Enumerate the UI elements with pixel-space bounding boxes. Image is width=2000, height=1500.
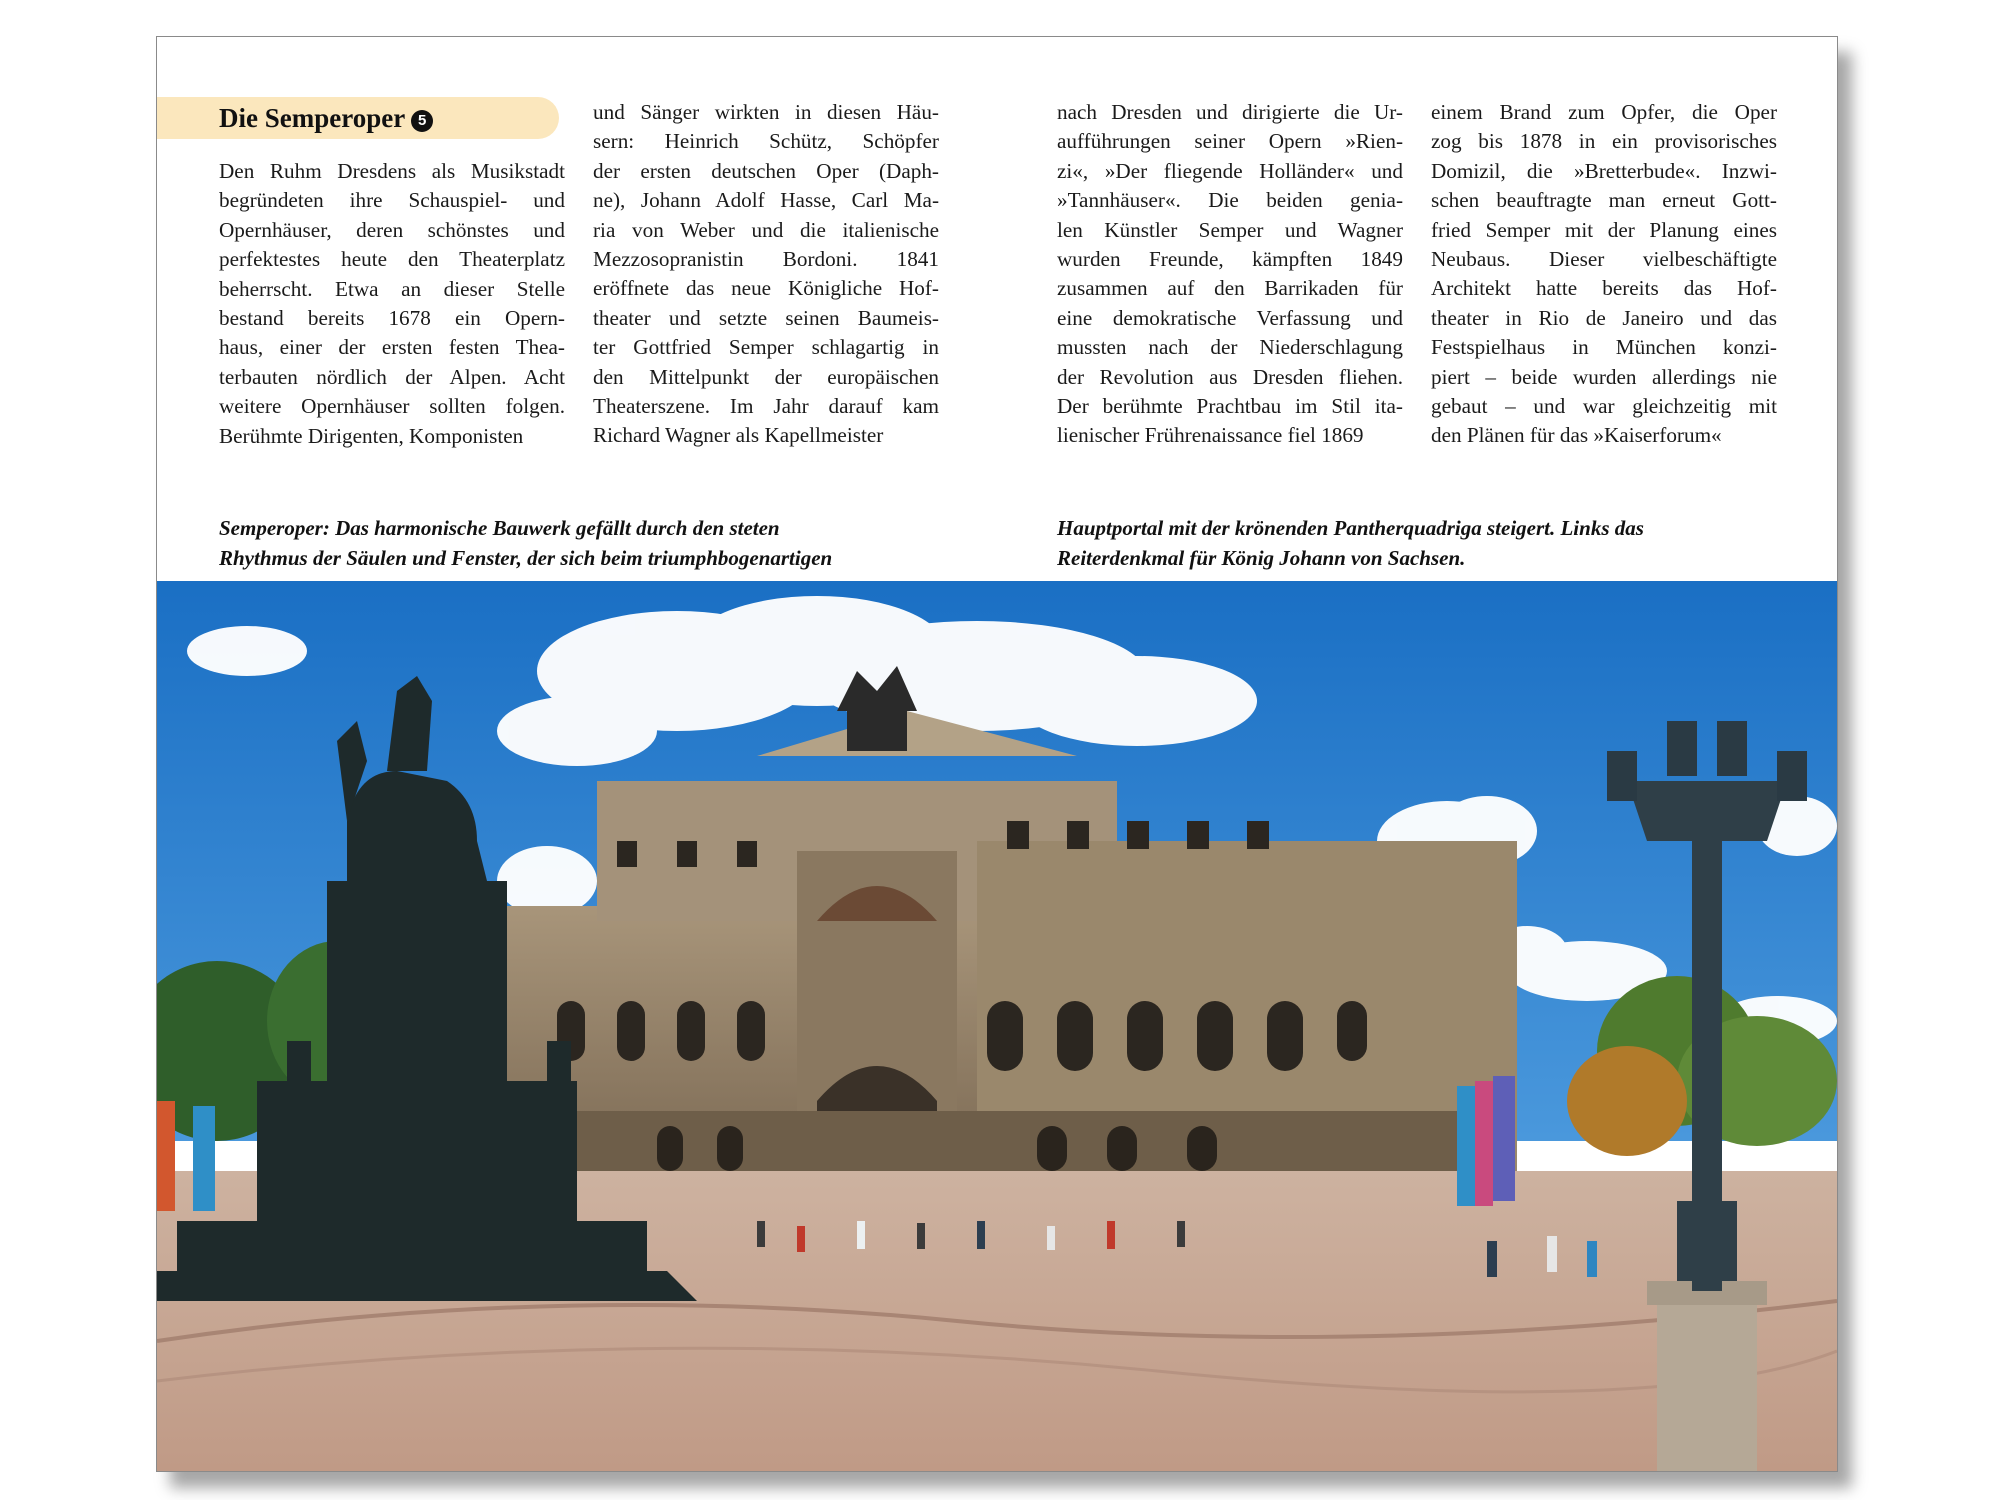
caption-line: Semperoper: Das harmonische Bauwerk gefällt durch den steten — [219, 516, 780, 540]
text-line: Neubaus. Dieser vielbeschäftigte — [1431, 247, 1777, 272]
text-line: haus, einer der ersten festen Thea- — [219, 335, 565, 360]
text-line: Festspielhaus in München konzi- — [1431, 335, 1777, 360]
text-line: theater und setzte seinen Baumeis- — [593, 305, 939, 330]
text-line: gebaut – und war gleichzeitig mit — [1431, 394, 1777, 419]
text-line: Den Ruhm Dresdens als Musikstadt — [219, 159, 565, 183]
section-title: Die Semperoper — [219, 103, 406, 133]
text-line: Berühmte Dirigenten, Komponisten — [219, 423, 524, 448]
text-column-2 — [593, 98, 939, 451]
text-line: Opernhäuser, deren schönstes und — [219, 217, 565, 242]
text-line: wurden Freunde, kämpften 1849 — [1057, 247, 1403, 272]
text-line: zusammen auf den Barrikaden für — [1057, 276, 1403, 301]
text-line: »Tannhäuser«. Die beiden genia- — [1057, 188, 1403, 213]
caption-line: Rhythmus der Säulen und Fenster, der sich beim triumphbogenartigen — [219, 546, 833, 570]
photo-caption-right — [1057, 513, 1644, 573]
text-line: eine demokratische Verfassung und — [1057, 305, 1403, 330]
text-line: bestand bereits 1678 ein Opern- — [219, 306, 565, 331]
text-line: den Plänen für das »Kaiserforum« — [1431, 423, 1722, 448]
text-line: eröffnete das neue Königliche Hof- — [593, 276, 939, 301]
location-number-badge: 5 — [411, 110, 433, 132]
text-line: zi«, »Der fliegende Holländer« und — [1057, 158, 1403, 183]
text-line: theater in Rio de Janeiro und das — [1431, 305, 1777, 330]
text-line: Mezzosopranistin Bordoni. 1841 — [593, 247, 939, 272]
text-column-4 — [1431, 98, 1777, 451]
caption-line: Reiterdenkmal für König Johann von Sachsen. — [1057, 546, 1466, 570]
text-line: perfektestes heute den Theaterplatz — [219, 247, 565, 272]
text-column-3 — [1057, 98, 1403, 451]
text-line: einem Brand zum Opfer, die Oper — [1431, 100, 1777, 124]
caption-line: Hauptportal mit der krönenden Pantherquadriga steigert. Links das — [1057, 516, 1644, 540]
text-line: Theaterszene. Im Jahr darauf kam — [593, 394, 939, 419]
text-line: begründeten ihre Schauspiel- und — [219, 188, 565, 213]
book-page — [156, 36, 1838, 1472]
text-line: beherrscht. Etwa an dieser Stelle — [219, 276, 565, 301]
photo-caption-left — [219, 513, 832, 573]
text-line: mussten nach der Niederschlagung — [1057, 335, 1403, 360]
text-line: Architekt hatte bereits das Hof- — [1431, 276, 1777, 301]
text-line: len Künstler Semper und Wagner — [1057, 217, 1403, 242]
text-line: sern: Heinrich Schütz, Schöpfer — [593, 129, 939, 154]
text-line: ne), Johann Adolf Hasse, Carl Ma- — [593, 188, 939, 213]
text-line: ria von Weber und die italienische — [593, 217, 939, 242]
text-line: der Revolution aus Dresden fliehen. — [1057, 364, 1403, 389]
text-line: aufführungen seiner Opern »Rien- — [1057, 129, 1403, 154]
text-line: den Mittelpunkt der europäischen — [593, 364, 939, 389]
semperoper-photo — [157, 581, 1837, 1471]
text-line: ter Gottfried Semper schlagartig in — [593, 335, 939, 360]
text-line: zog bis 1878 in ein provisorisches — [1431, 129, 1777, 154]
text-line: Der berühmte Prachtbau im Stil ita- — [1057, 394, 1403, 419]
text-line: Richard Wagner als Kapellmeister — [593, 423, 884, 448]
text-line: und Sänger wirkten in diesen Häu- — [593, 100, 939, 124]
text-line: Domizil, die »Bretterbude«. Inzwi- — [1431, 158, 1777, 183]
text-line: nach Dresden und dirigierte die Ur- — [1057, 100, 1403, 124]
section-heading — [219, 99, 433, 137]
text-line: lienischer Frührenaissance fiel 1869 — [1057, 423, 1364, 448]
text-line: weitere Opernhäuser sollten folgen. — [219, 394, 565, 419]
text-line: piert – beide wurden allerdings nie — [1431, 364, 1777, 389]
text-column-1 — [219, 157, 565, 451]
text-line: terbauten nördlich der Alpen. Acht — [219, 364, 565, 389]
text-line: schen beauftragte man erneut Gott- — [1431, 188, 1777, 213]
text-line: fried Semper mit der Planung eines — [1431, 217, 1777, 242]
text-line: der ersten deutschen Oper (Daph- — [593, 158, 939, 183]
